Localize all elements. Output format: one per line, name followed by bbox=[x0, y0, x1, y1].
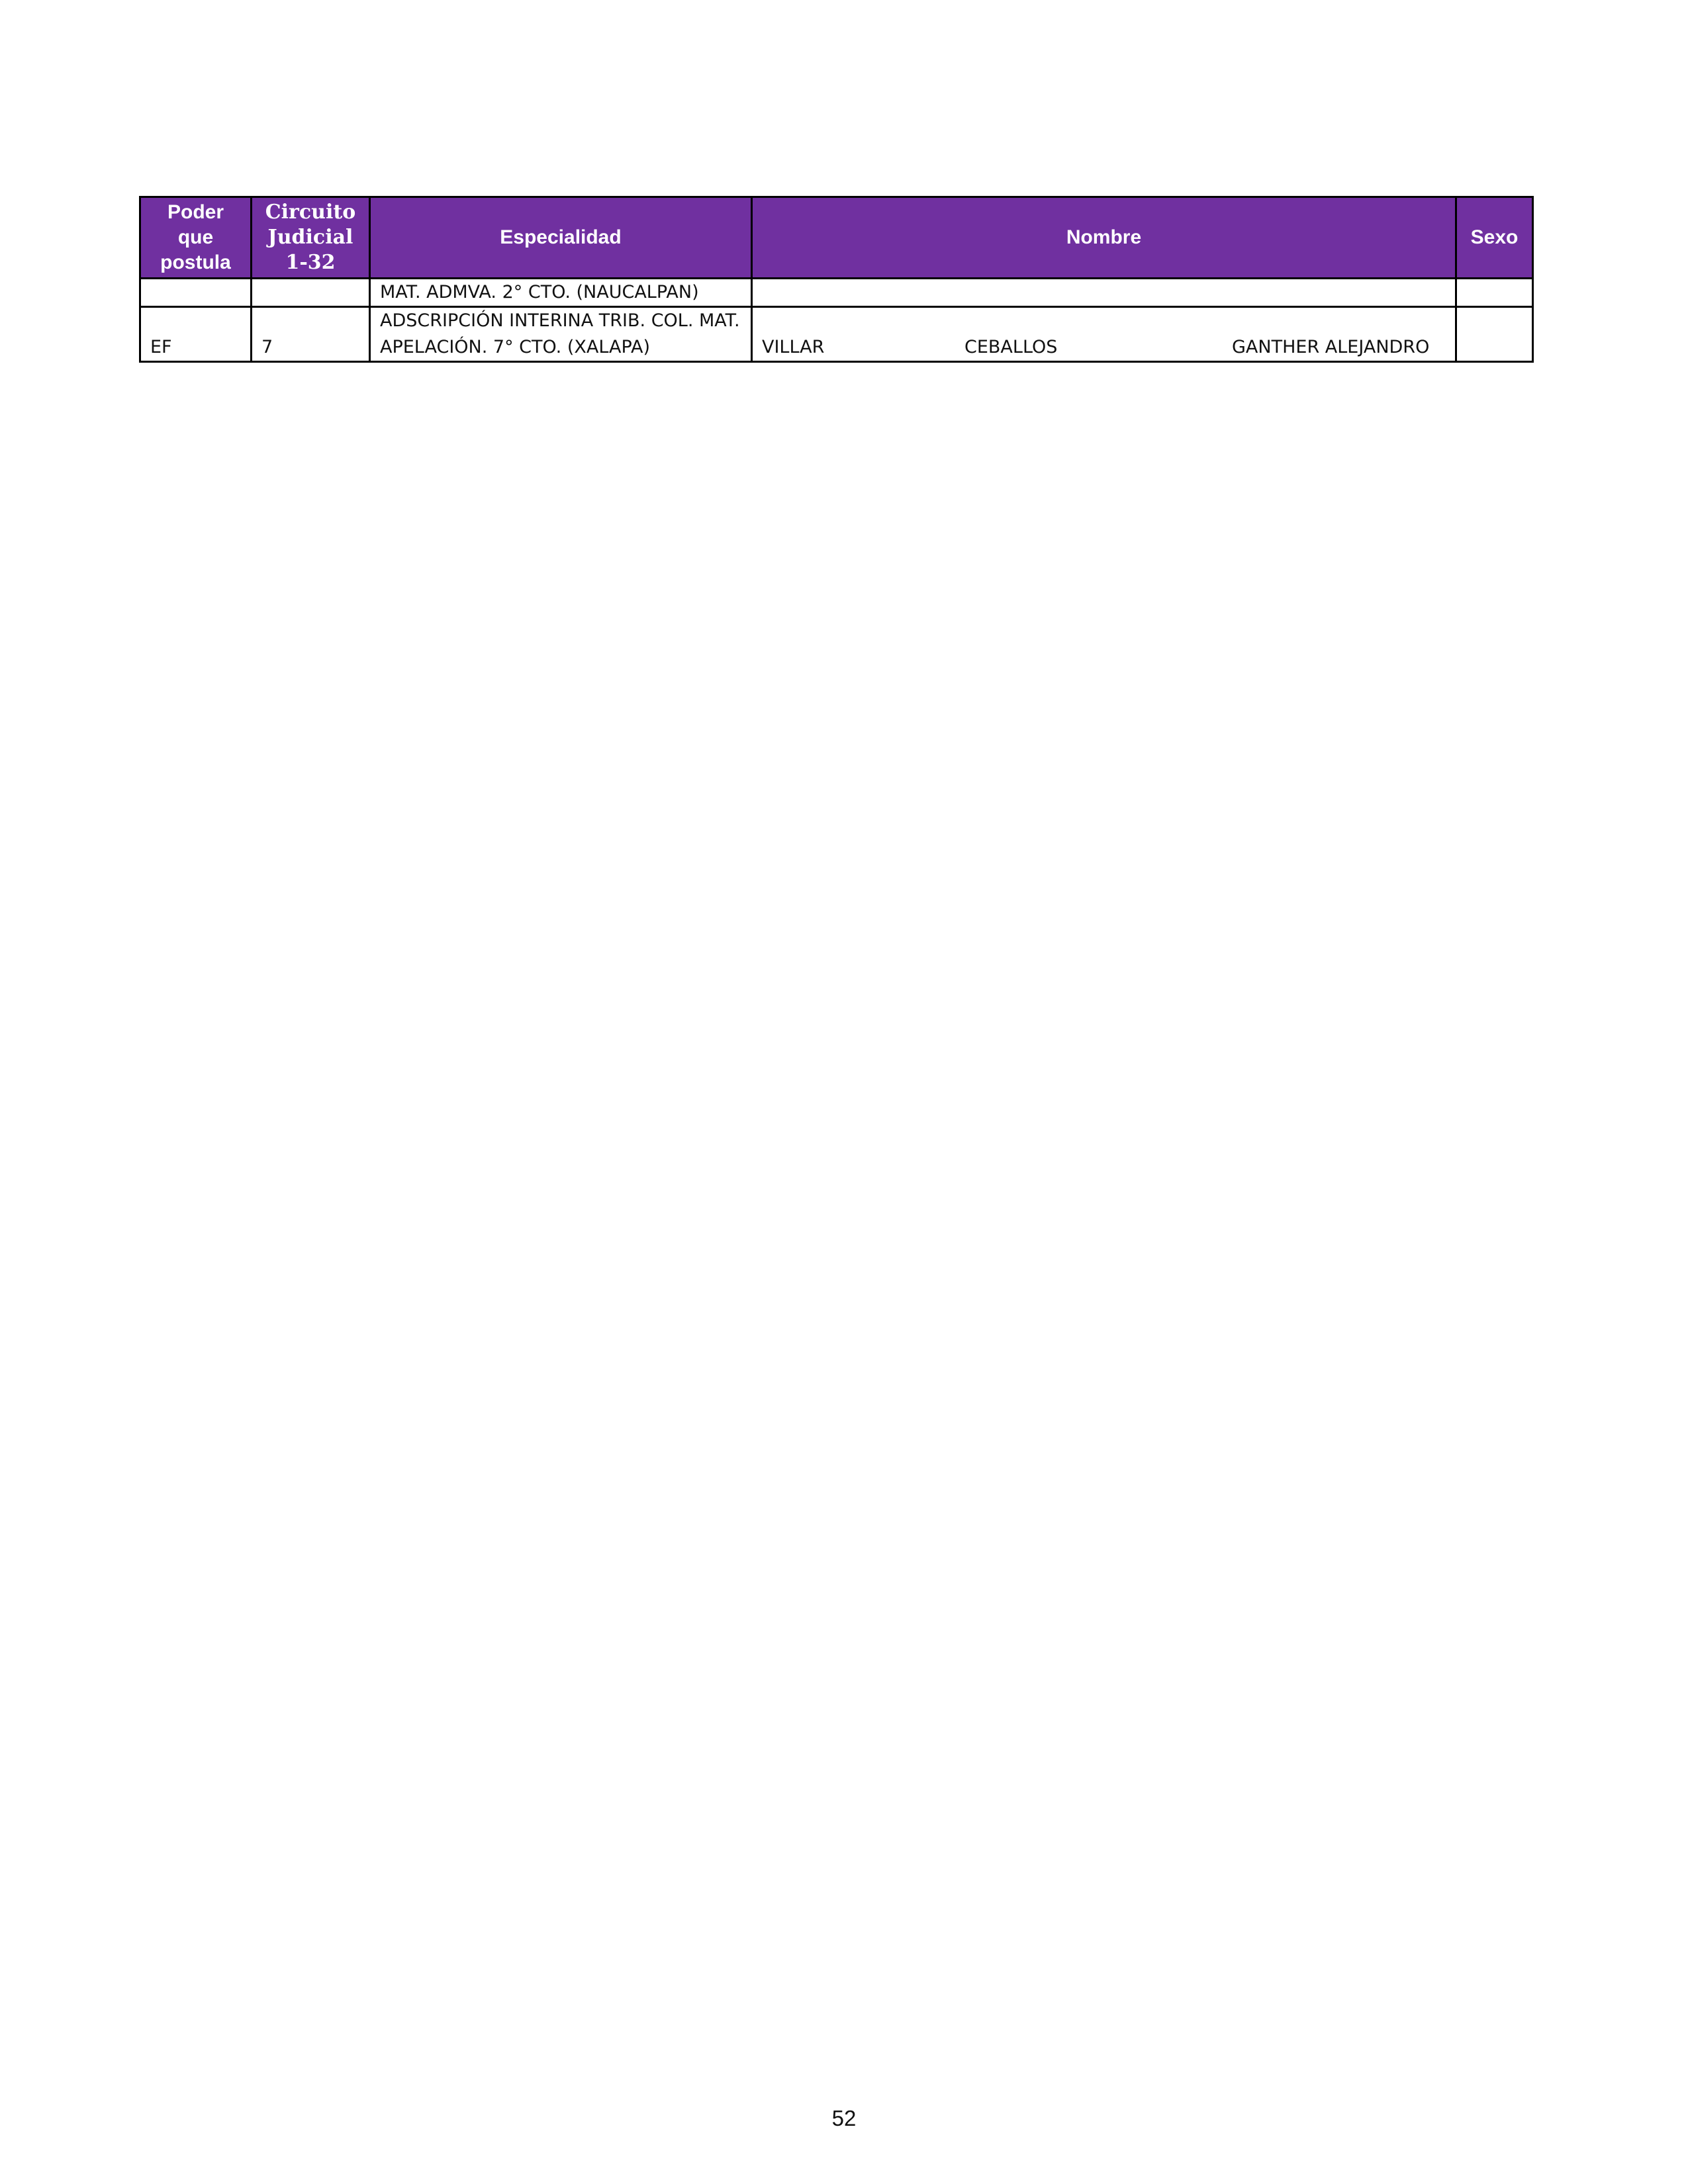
cell-nombre bbox=[752, 279, 1456, 307]
apellido-paterno: VILLAR bbox=[762, 337, 825, 357]
header-nombre: Nombre bbox=[752, 197, 1456, 279]
cell-poder: EF bbox=[140, 307, 252, 362]
cell-especialidad bbox=[370, 307, 752, 362]
header-poder-que-postula: Poder que postula bbox=[140, 197, 252, 279]
cell-sexo bbox=[1456, 307, 1533, 362]
apellido-materno: CEBALLOS bbox=[964, 337, 1058, 357]
name-parts bbox=[762, 334, 1450, 361]
especialidad-line: ADSCRIPCIÓN INTERINA TRIB. COL. MAT. bbox=[380, 310, 740, 331]
page-number: 52 bbox=[831, 2106, 857, 2130]
nombres: GANTHER ALEJANDRO bbox=[1232, 337, 1430, 357]
especialidad-line: APELACIÓN. 7° CTO. (XALAPA) bbox=[380, 337, 651, 357]
cell-especialidad: MAT. ADMVA. 2° CTO. (NAUCALPAN) bbox=[370, 279, 752, 307]
cell-poder bbox=[140, 279, 252, 307]
header-row bbox=[140, 197, 1533, 279]
table-row bbox=[140, 279, 1533, 307]
cell-sexo bbox=[1456, 279, 1533, 307]
header-circuito-judicial: Circuito Judicial 1-32 bbox=[252, 197, 370, 279]
table-row bbox=[140, 307, 1533, 362]
header-sexo: Sexo bbox=[1456, 197, 1533, 279]
cell-circuito bbox=[252, 279, 370, 307]
header-especialidad: Especialidad bbox=[370, 197, 752, 279]
candidates-table bbox=[139, 196, 1534, 363]
cell-circuito: 7 bbox=[252, 307, 370, 362]
cell-nombre bbox=[752, 307, 1456, 362]
